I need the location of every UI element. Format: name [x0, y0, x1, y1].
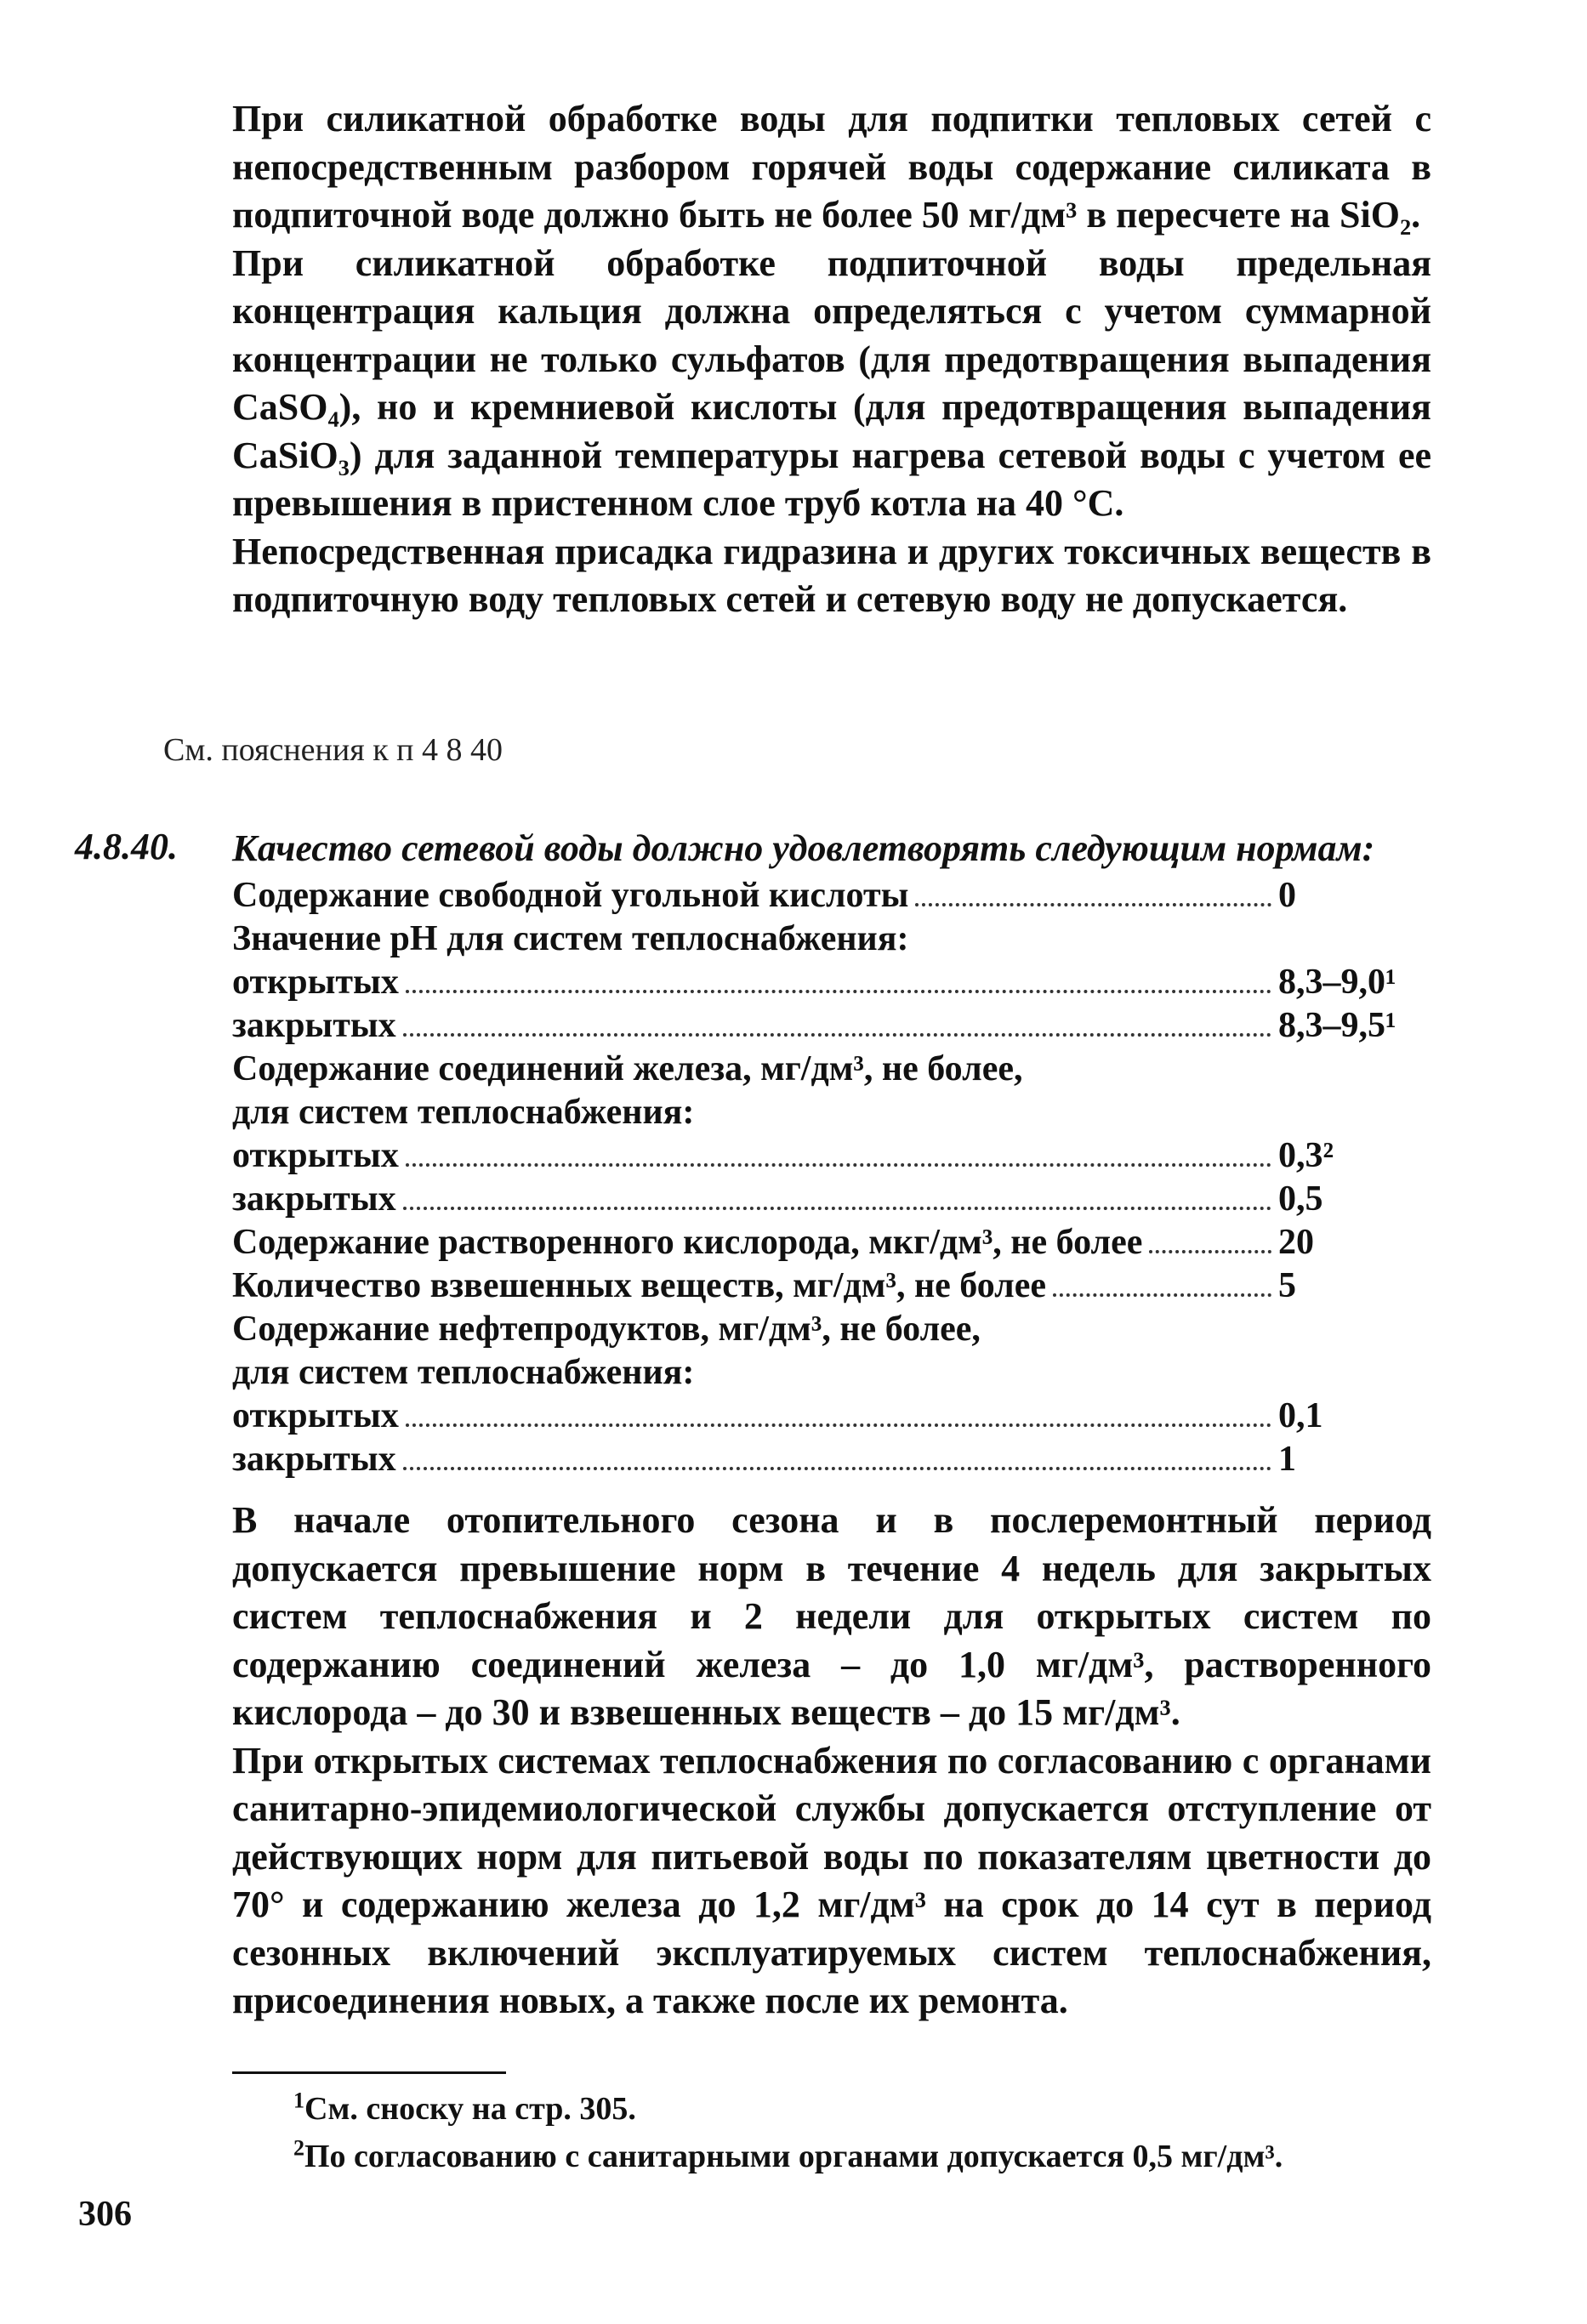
- norm-value: 5: [1278, 1266, 1296, 1305]
- footnote-divider: [232, 2071, 506, 2074]
- leader-dots: [403, 1467, 1271, 1470]
- leader-dots: [403, 1207, 1271, 1210]
- leader-dots: [406, 1163, 1271, 1167]
- leader-dots: [406, 990, 1271, 993]
- footnote-text: См. сноску на стр. 305.: [304, 2091, 636, 2127]
- norm-row-dissolved-oxygen: [232, 1221, 1431, 1264]
- norm-value: 0: [1278, 876, 1296, 915]
- norm-value: 0,3²: [1278, 1136, 1334, 1175]
- norm-label: закрытых: [232, 1006, 396, 1045]
- norm-heading-oil-products: Содержание нефтепродуктов, мг/дм³, не более,: [232, 1310, 981, 1349]
- norm-row-iron-closed: [232, 1178, 1431, 1221]
- norm-label: закрытых: [232, 1179, 396, 1219]
- norm-label: открытых: [232, 1136, 399, 1175]
- norm-heading-iron-systems: для систем теплоснабжения:: [232, 1093, 695, 1132]
- footnote-2: [293, 2133, 1467, 2180]
- norm-value: 20: [1278, 1223, 1314, 1262]
- footnote-text: По согласованию с санитарными органами допускается 0,5 мг/дм³.: [304, 2139, 1283, 2174]
- norm-label: Содержание растворенного кислорода, мкг/дм³, не более: [232, 1223, 1143, 1262]
- water-quality-norms-list: [232, 874, 1431, 1481]
- norm-label: Содержание свободной угольной кислоты: [232, 876, 909, 915]
- norm-row-iron-open: [232, 1134, 1431, 1178]
- norm-row-oil-open: [232, 1395, 1431, 1438]
- see-also-reference: См. пояснения к п 4 8 40: [163, 732, 503, 768]
- norm-value: 0,5: [1278, 1179, 1323, 1219]
- footnotes: [293, 2085, 1467, 2180]
- norm-row-oil-closed: [232, 1438, 1431, 1481]
- norm-heading-iron: Содержание соединений железа, мг/дм³, не более,: [232, 1049, 1023, 1088]
- leader-dots: [1149, 1250, 1271, 1253]
- norm-label: открытых: [232, 1396, 399, 1435]
- norm-label: закрытых: [232, 1440, 396, 1479]
- post-norms-section: [232, 1497, 1431, 2026]
- norm-value: 8,3–9,5¹: [1278, 1006, 1396, 1045]
- norm-label: Количество взвешенных веществ, мг/дм³, не более: [232, 1266, 1047, 1305]
- norm-heading-ph: Значение pH для систем теплоснабжения:: [232, 919, 909, 958]
- section-number: 4.8.40.: [75, 826, 178, 867]
- norm-row-ph-closed: [232, 1004, 1431, 1048]
- hydrazine-prohibition-paragraph: Непосредственная присадка гидразина и других токсичных веществ в подпиточную воду тепловых сетей и сетевую воду не допускается.: [232, 530, 1431, 620]
- norm-row-ph-open: [232, 961, 1431, 1004]
- footnote-mark: 1: [293, 2088, 304, 2113]
- leader-dots: [1053, 1293, 1271, 1297]
- silicate-limit-paragraph: При силикатной обработке воды для подпитки тепловых сетей с непосредственным разбором горячей воды содержание силиката в подпиточной воде должно быть не более 50 мг/дм³ в пересчете на SiO₂.: [232, 98, 1431, 236]
- heating-season-exceedance-paragraph: В начале отопительного сезона и в послеремонтный период допускается превышение норм в течение 4 недель для закрытых систем теплоснабжения и 2 недели для открытых систем по содержанию соединений железа – до 1,0 мг/дм³, растворенного кислорода – до 30 и взвешенных веществ – до 15 мг/дм³.: [232, 1499, 1431, 1733]
- norm-heading-oil-systems: для систем теплоснабжения:: [232, 1353, 695, 1392]
- leader-dots: [915, 903, 1271, 906]
- page-number: 306: [78, 2195, 132, 2234]
- norm-value: 8,3–9,0¹: [1278, 963, 1396, 1002]
- footnote-mark: 2: [293, 2135, 304, 2161]
- norm-row-suspended-solids: [232, 1264, 1431, 1308]
- norm-value: 0,1: [1278, 1396, 1323, 1435]
- norm-label: открытых: [232, 963, 399, 1002]
- leader-dots: [403, 1033, 1271, 1037]
- open-systems-deviation-paragraph: При открытых системах теплоснабжения по согласованию с органами санитарно-эпидемиологической службы допускается отступление от действующих норм для питьевой воды по показателям цветности до 70° и содержанию железа до 1,2 мг/дм³ на срок до 14 сут в период сезонных включений эксплуатируемых систем теплоснабжения, присоединения новых, а также после их ремонта.: [232, 1739, 1431, 2021]
- norm-value: 1: [1278, 1440, 1296, 1479]
- footnote-1: [293, 2085, 1467, 2133]
- calcium-concentration-paragraph: При силикатной обработке подпиточной воды предельная концентрация кальция должна определяться с учетом суммарной концентрации не только сульфатов (для предотвращения выпадения CaSO₄), но и кремниевой кислоты (для предотвращения выпадения CaSiO₃) для заданной температуры нагрева сетевой воды с учетом ее превышения в пристенном слое труб котла на 40 °С.: [232, 241, 1431, 524]
- intro-section: [232, 95, 1431, 624]
- leader-dots: [406, 1423, 1271, 1427]
- section-heading: Качество сетевой воды должно удовлетворять следующим нормам:: [232, 827, 1375, 869]
- norm-row-free-carbonic-acid: [232, 874, 1431, 918]
